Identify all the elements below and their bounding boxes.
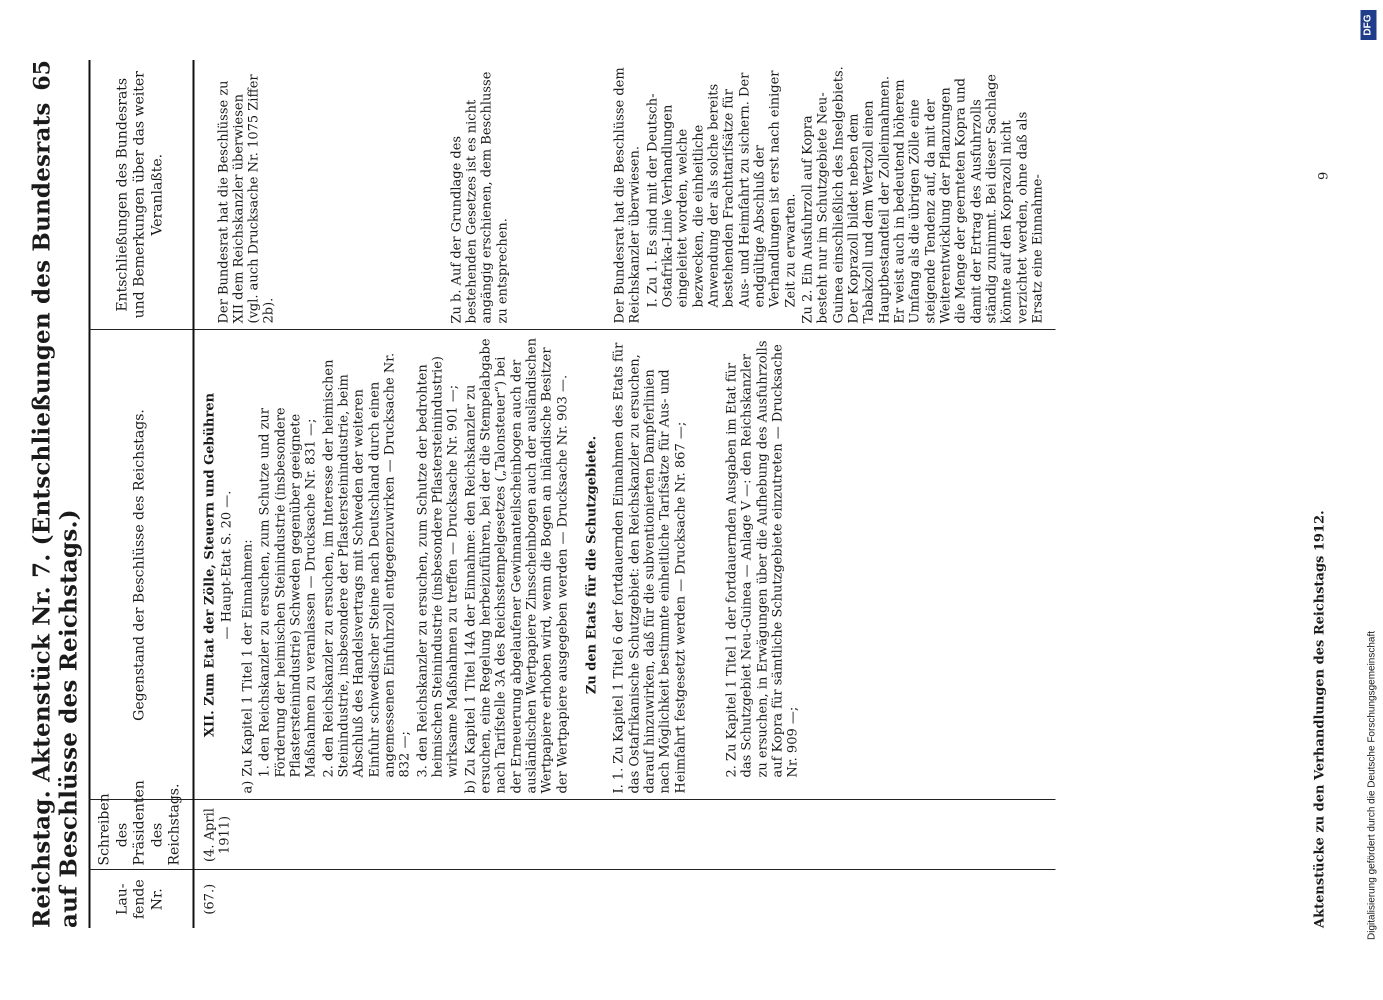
footer-source: Aktenstücke zu den Verhandlungen des Reichstags 1912. bbox=[1312, 510, 1327, 928]
col-schreiben-header: Schreiben des Präsidenten des Reichstags. bbox=[88, 800, 193, 870]
page-number: 65 bbox=[29, 60, 55, 91]
item-b: b) Zu Kapitel 1 Titel 14A der Einnahme: den Reichskanzler zu ersuchen, eine Regelung herbeizuführen, bei der die Stempelabgabe nach Tarifstelle 3A des Reichsstempelgesetzes („Talonsteuer“) bei der Erneuerung abgelaufener Gewinnanteilscheinbogen auch der ausländischen Wertpapiere Zinsscheinbogen auch der ausländischen Wertpapiere erhoben wird, wenn die Bogen an inländische Besitzer der Wertpapiere ausgegeben werden — Drucksache Nr. 903 —. bbox=[462, 338, 570, 794]
resolution-a: Der Bundesrat hat die Beschlüsse zu XII dem Reichskanzler überwiesen (vgl. auch Drucksache Nr. 1075 Ziffer 2b). bbox=[215, 74, 277, 324]
col-gegenstand-header: Gegenstand der Beschlüsse des Reichstags. bbox=[88, 330, 193, 800]
cell-schreiben: (4. April 1911) bbox=[193, 800, 1056, 870]
resolution-schutz: Der Bundesrat hat die Beschlüsse dem Reichskanzler überwiesen. bbox=[612, 67, 643, 324]
resolution-b: Zu b. Auf der Grundlage des bestehenden Gesetzes ist es nicht angängig erschienen, dem Beschlusse zu entsprechen. bbox=[448, 71, 510, 324]
table-row bbox=[193, 60, 1056, 928]
resolution-s2: Zu 2. Ein Ausfuhrzoll auf Kopra besteht nur im Schutzgebiete Neu-Guinea einschließlich des Inselgebiets. Der Koprazoll bildet neben dem Tabakzoll und dem Wertzoll einen Hauptbestandteil der Zolleinnahmen. Er weist auch in bedeutend höherem Umfang als die übrigen Zölle eine steigende Tendenz auf, da mit der Weiterentwicklung der Pflanzungen die Menge der geernteten Kopra und damit der Ertrag des Ausfuhrzolls ständig zunimmt. Bei dieser Sachlage könnte auf den Koprazoll nicht verzichtet werden, ohne daß als Ersatz eine Einnahme- bbox=[800, 66, 1045, 324]
schutzgebiete-title: Zu den Etats für die Schutzgebiete. bbox=[584, 435, 600, 695]
cell-entschliessungen bbox=[193, 60, 1056, 330]
resolution-s1: I. Zu 1. Es sind mit der Deutsch-Ostafrika-Linie Verhandlungen eingeleitet worden, welche bezwecken, die einheitliche Anwendung der als solche bereits bestehenden Frachttarifsätze für Aus- und Heimfahrt zu sichern. Der endgültige Abschluß der Verhandlungen ist erst nach einiger Zeit zu erwarten. bbox=[644, 70, 798, 308]
item-a3: 3. den Reichskanzler zu ersuchen, zum Schutze der bedrohten heimischen Steinindustrie (insbesondere Pflastersteinindustrie) wirksame Maßnahmen zu treffen — Drucksache Nr. 901 —; bbox=[414, 356, 461, 778]
resolutions-table bbox=[88, 60, 1055, 928]
col-lfd-header: Lau-fende Nr. bbox=[88, 870, 193, 928]
table-header-row bbox=[88, 60, 193, 928]
signature-mark: 9 bbox=[1316, 171, 1331, 180]
item-a2: 2. den Reichskanzler zu ersuchen, im Interesse der heimischen Steinindustrie, insbesondere der Pflastersteinindustrie, beim Abschluß des Handelsvertrags mit Schweden der weiteren Einfuhr schwedischer Steine nach Deutschland durch einen angemessenen Einfuhrzoll entgegenzuwirken — Drucksache Nr. 832 —; bbox=[320, 352, 413, 778]
digitization-note: Digitalisierung gefördert durch die Deutsche Forschungsgemeinschaft bbox=[1366, 630, 1377, 940]
section-title: XII. Zum Etat der Zölle, Steuern und Gebühren bbox=[201, 392, 217, 738]
item-s1: I. 1. Zu Kapitel 1 Titel 6 der fortdauernden Einnahmen des Etats für das Ostafrikanische Schutzgebiet: den Reichskanzler zu ersuchen, darauf hinzuwirken, daß für die subventionierten Dampferlinien nach Möglichkeit bestimmte einheitliche Tarifsätze für Aus- und Heimfahrt festgesetzt werden — Drucksache Nr. 867 —; bbox=[611, 342, 688, 794]
item-s2: 2. Zu Kapitel 1 Titel 1 der fortdauernden Ausgaben im Etat für das Schutzgebiet Neu-Guinea — Anlage V —: den Reichskanzler zu ersuchen, in Erwägungen über die Aufhebung des Ausfuhrzolls auf Kopra für sämtliche Schutzgebiete einzutreten — Drucksache Nr. 909 —; bbox=[724, 340, 801, 778]
dfg-logo: DFG bbox=[1360, 10, 1376, 40]
page-header bbox=[28, 60, 82, 928]
cell-lfd: (67.) bbox=[201, 883, 217, 915]
cell-gegenstand bbox=[193, 330, 1056, 800]
item-a-intro: a) Zu Kapitel 1 Titel 1 der Einnahmen: bbox=[240, 539, 256, 794]
col-entschliessungen-header: Entschließungen des Bundesrats und Bemerkungen über das weiter Veranlaßte. bbox=[88, 60, 193, 330]
header-title: Reichstag. Aktenstück Nr. 7. (Entschließungen des Bundesrats auf Beschlüsse des Reichstags.) bbox=[28, 102, 82, 928]
item-a1: 1. den Reichskanzler zu ersuchen, zum Schutze und zur Förderung der heimischen Steinindustrie (insbesondere Pflastersteinindustrie) Schweden gegenüber geeignete Maßnahmen zu veranlassen — Drucksache Nr. 831 —; bbox=[257, 407, 319, 778]
section-subtitle: — Haupt-Etat S. 20 —. bbox=[218, 490, 234, 640]
